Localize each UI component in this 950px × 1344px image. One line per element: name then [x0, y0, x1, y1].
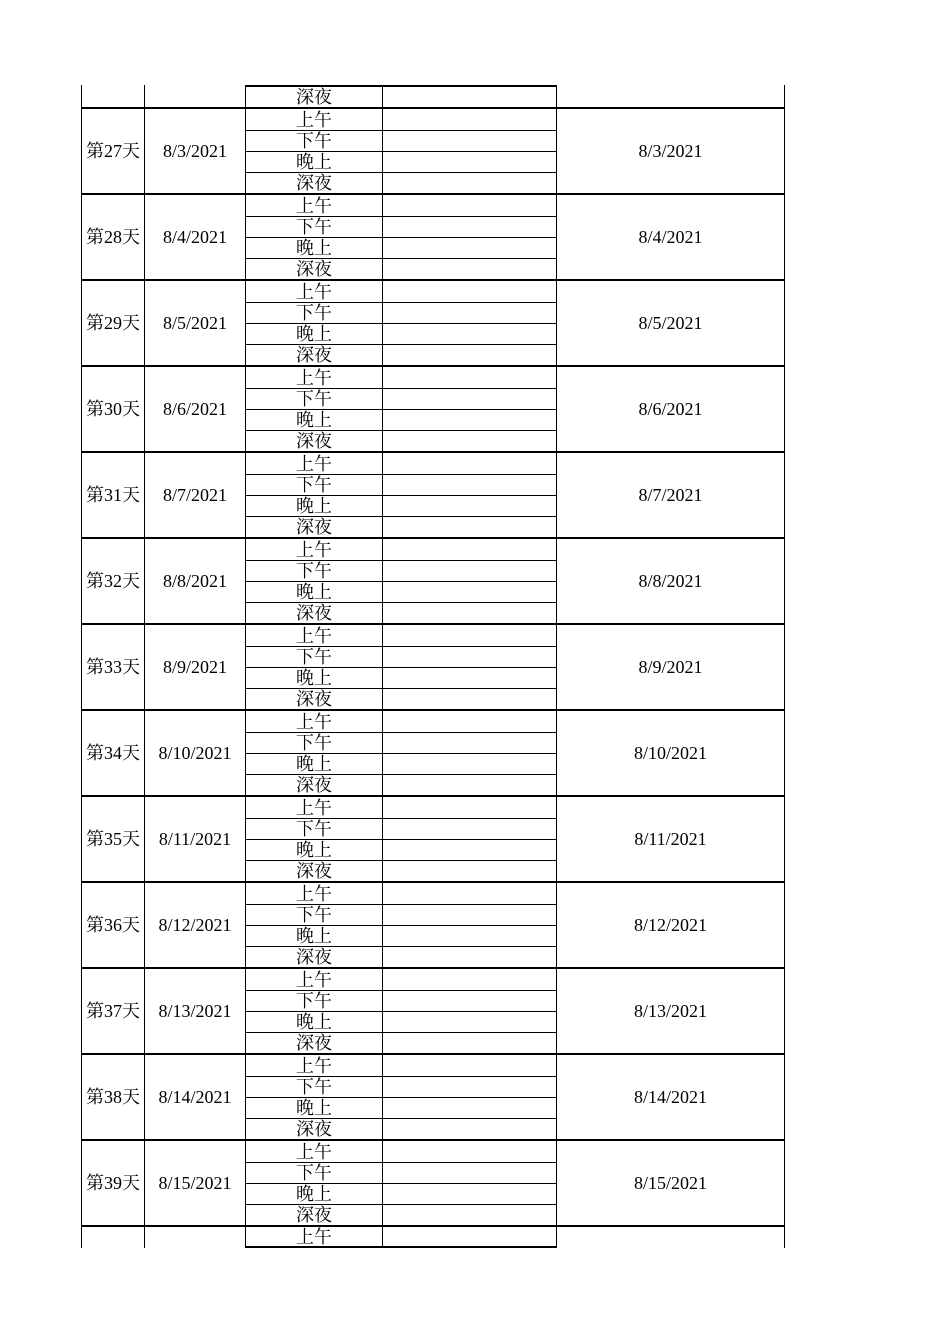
- period-cell: 下午: [245, 388, 382, 409]
- right-date-cell: 8/12/2021: [556, 883, 785, 967]
- right-date-cell: 8/10/2021: [556, 711, 785, 795]
- value-cell: [382, 1141, 556, 1162]
- day-label-cell: 第34天: [81, 711, 144, 795]
- value-cell: [382, 409, 556, 430]
- value-cell: [382, 495, 556, 516]
- day-row: [81, 1053, 785, 1139]
- date-cell: 8/12/2021: [144, 883, 245, 967]
- day-row: [81, 881, 785, 967]
- value-cell: [382, 516, 556, 537]
- value-cell: [382, 539, 556, 560]
- day-row: [81, 1139, 785, 1225]
- value-cell: [382, 302, 556, 323]
- value-cell: [382, 109, 556, 130]
- value-cell: [382, 1162, 556, 1183]
- value-cell: [382, 839, 556, 860]
- period-cell: 上午: [245, 1227, 382, 1248]
- value-cell: [382, 237, 556, 258]
- value-cell: [382, 430, 556, 451]
- day-label-cell: 第31天: [81, 453, 144, 537]
- day-row: [81, 537, 785, 623]
- value-cell: [382, 646, 556, 667]
- right-date-cell: 8/8/2021: [556, 539, 785, 623]
- value-cell: [382, 344, 556, 365]
- value-cell: [382, 860, 556, 881]
- period-cell: 深夜: [245, 946, 382, 967]
- period-cell: 晚上: [245, 323, 382, 344]
- date-cell: 8/8/2021: [144, 539, 245, 623]
- value-cell: [382, 1118, 556, 1139]
- period-cell: 上午: [245, 625, 382, 646]
- schedule-table: [81, 85, 785, 1248]
- value-cell: [382, 85, 556, 107]
- value-cell: [382, 130, 556, 151]
- value-cell: [382, 602, 556, 623]
- right-date-cell: 8/9/2021: [556, 625, 785, 709]
- value-cell: [382, 1055, 556, 1076]
- value-cell: [382, 560, 556, 581]
- value-cell: [382, 925, 556, 946]
- value-cell: [382, 946, 556, 967]
- period-cell: 深夜: [245, 172, 382, 193]
- period-cell: 晚上: [245, 925, 382, 946]
- day-label-cell: 第36天: [81, 883, 144, 967]
- right-date-cell: 8/14/2021: [556, 1055, 785, 1139]
- value-cell: [382, 711, 556, 732]
- value-cell: [382, 753, 556, 774]
- value-cell: [382, 818, 556, 839]
- value-cell: [382, 195, 556, 216]
- right-date-cell: 8/3/2021: [556, 109, 785, 193]
- period-cell: 晚上: [245, 1011, 382, 1032]
- day-row: [81, 279, 785, 365]
- right-date-cell: 8/15/2021: [556, 1141, 785, 1225]
- right-date-cell: 8/6/2021: [556, 367, 785, 451]
- period-cell: 下午: [245, 130, 382, 151]
- period-cell: 晚上: [245, 409, 382, 430]
- date-cell: 8/3/2021: [144, 109, 245, 193]
- period-cell: 深夜: [245, 602, 382, 623]
- period-cell: 晚上: [245, 581, 382, 602]
- period-cell: 上午: [245, 797, 382, 818]
- period-cell: 下午: [245, 1162, 382, 1183]
- date-cell: [144, 85, 245, 107]
- period-cell: 下午: [245, 904, 382, 925]
- day-row: [81, 193, 785, 279]
- period-cell: 晚上: [245, 839, 382, 860]
- day-label-cell: [81, 85, 144, 107]
- day-label-cell: 第37天: [81, 969, 144, 1053]
- period-cell: 下午: [245, 216, 382, 237]
- period-cell: 晚上: [245, 667, 382, 688]
- value-cell: [382, 367, 556, 388]
- value-cell: [382, 323, 556, 344]
- period-cell: 深夜: [245, 1204, 382, 1225]
- value-cell: [382, 1097, 556, 1118]
- value-cell: [382, 216, 556, 237]
- value-cell: [382, 1076, 556, 1097]
- day-label-cell: 第38天: [81, 1055, 144, 1139]
- period-cell: 晚上: [245, 1097, 382, 1118]
- period-cell: 深夜: [245, 430, 382, 451]
- day-row: [81, 709, 785, 795]
- day-label-cell: 第35天: [81, 797, 144, 881]
- day-label-cell: 第32天: [81, 539, 144, 623]
- right-date-cell: 8/11/2021: [556, 797, 785, 881]
- period-cell: 深夜: [245, 1032, 382, 1053]
- date-cell: 8/4/2021: [144, 195, 245, 279]
- day-label-cell: 第27天: [81, 109, 144, 193]
- period-cell: 上午: [245, 281, 382, 302]
- day-label-cell: 第29天: [81, 281, 144, 365]
- day-label-cell: 第30天: [81, 367, 144, 451]
- period-cell: 深夜: [245, 258, 382, 279]
- value-cell: [382, 172, 556, 193]
- period-cell: 下午: [245, 1076, 382, 1097]
- day-list: [81, 107, 785, 1225]
- value-cell: [382, 688, 556, 709]
- period-cell: 晚上: [245, 237, 382, 258]
- value-cell: [382, 969, 556, 990]
- value-cell: [382, 151, 556, 172]
- value-cell: [382, 625, 556, 646]
- date-cell: 8/7/2021: [144, 453, 245, 537]
- right-date-cell: 8/4/2021: [556, 195, 785, 279]
- value-cell: [382, 453, 556, 474]
- day-label-cell: 第39天: [81, 1141, 144, 1225]
- date-cell: 8/15/2021: [144, 1141, 245, 1225]
- period-cell: 上午: [245, 883, 382, 904]
- day-row: [81, 107, 785, 193]
- period-cell: 深夜: [245, 516, 382, 537]
- period-cell: 深夜: [245, 344, 382, 365]
- day-row: [81, 967, 785, 1053]
- value-cell: [382, 904, 556, 925]
- period-cell: 上午: [245, 453, 382, 474]
- date-cell: 8/13/2021: [144, 969, 245, 1053]
- value-cell: [382, 281, 556, 302]
- period-cell: 上午: [245, 1141, 382, 1162]
- right-date-cell: 8/5/2021: [556, 281, 785, 365]
- partial-bottom-row: [81, 1225, 785, 1248]
- day-label-cell: [81, 1227, 144, 1248]
- value-cell: [382, 1032, 556, 1053]
- period-cell: 下午: [245, 990, 382, 1011]
- date-cell: 8/9/2021: [144, 625, 245, 709]
- period-cell: 晚上: [245, 151, 382, 172]
- period-cell: 下午: [245, 818, 382, 839]
- partial-top-row: [81, 85, 785, 107]
- day-row: [81, 451, 785, 537]
- value-cell: [382, 732, 556, 753]
- value-cell: [382, 797, 556, 818]
- period-cell: 晚上: [245, 753, 382, 774]
- value-cell: [382, 581, 556, 602]
- period-cell: 深夜: [245, 860, 382, 881]
- value-cell: [382, 1183, 556, 1204]
- right-date-cell: [556, 1227, 785, 1248]
- value-cell: [382, 667, 556, 688]
- date-cell: 8/11/2021: [144, 797, 245, 881]
- period-cell: 上午: [245, 195, 382, 216]
- date-cell: 8/14/2021: [144, 1055, 245, 1139]
- value-cell: [382, 258, 556, 279]
- period-cell: 下午: [245, 560, 382, 581]
- period-cell: 深夜: [245, 774, 382, 795]
- day-row: [81, 795, 785, 881]
- right-date-cell: [556, 85, 785, 107]
- period-cell: 深夜: [245, 1118, 382, 1139]
- period-cell: 上午: [245, 711, 382, 732]
- period-cell: 下午: [245, 302, 382, 323]
- period-cell: 深夜: [245, 85, 382, 107]
- value-cell: [382, 1227, 556, 1248]
- date-cell: 8/6/2021: [144, 367, 245, 451]
- day-row: [81, 623, 785, 709]
- date-cell: [144, 1227, 245, 1248]
- period-cell: 上午: [245, 109, 382, 130]
- right-date-cell: 8/7/2021: [556, 453, 785, 537]
- value-cell: [382, 474, 556, 495]
- value-cell: [382, 1011, 556, 1032]
- value-cell: [382, 990, 556, 1011]
- period-cell: 晚上: [245, 495, 382, 516]
- day-label-cell: 第33天: [81, 625, 144, 709]
- period-cell: 下午: [245, 732, 382, 753]
- period-cell: 上午: [245, 539, 382, 560]
- period-cell: 深夜: [245, 688, 382, 709]
- right-date-cell: 8/13/2021: [556, 969, 785, 1053]
- period-cell: 上午: [245, 1055, 382, 1076]
- period-cell: 晚上: [245, 1183, 382, 1204]
- value-cell: [382, 1204, 556, 1225]
- period-cell: 下午: [245, 474, 382, 495]
- value-cell: [382, 883, 556, 904]
- period-cell: 上午: [245, 367, 382, 388]
- value-cell: [382, 774, 556, 795]
- date-cell: 8/10/2021: [144, 711, 245, 795]
- period-cell: 下午: [245, 646, 382, 667]
- date-cell: 8/5/2021: [144, 281, 245, 365]
- value-cell: [382, 388, 556, 409]
- period-cell: 上午: [245, 969, 382, 990]
- day-label-cell: 第28天: [81, 195, 144, 279]
- day-row: [81, 365, 785, 451]
